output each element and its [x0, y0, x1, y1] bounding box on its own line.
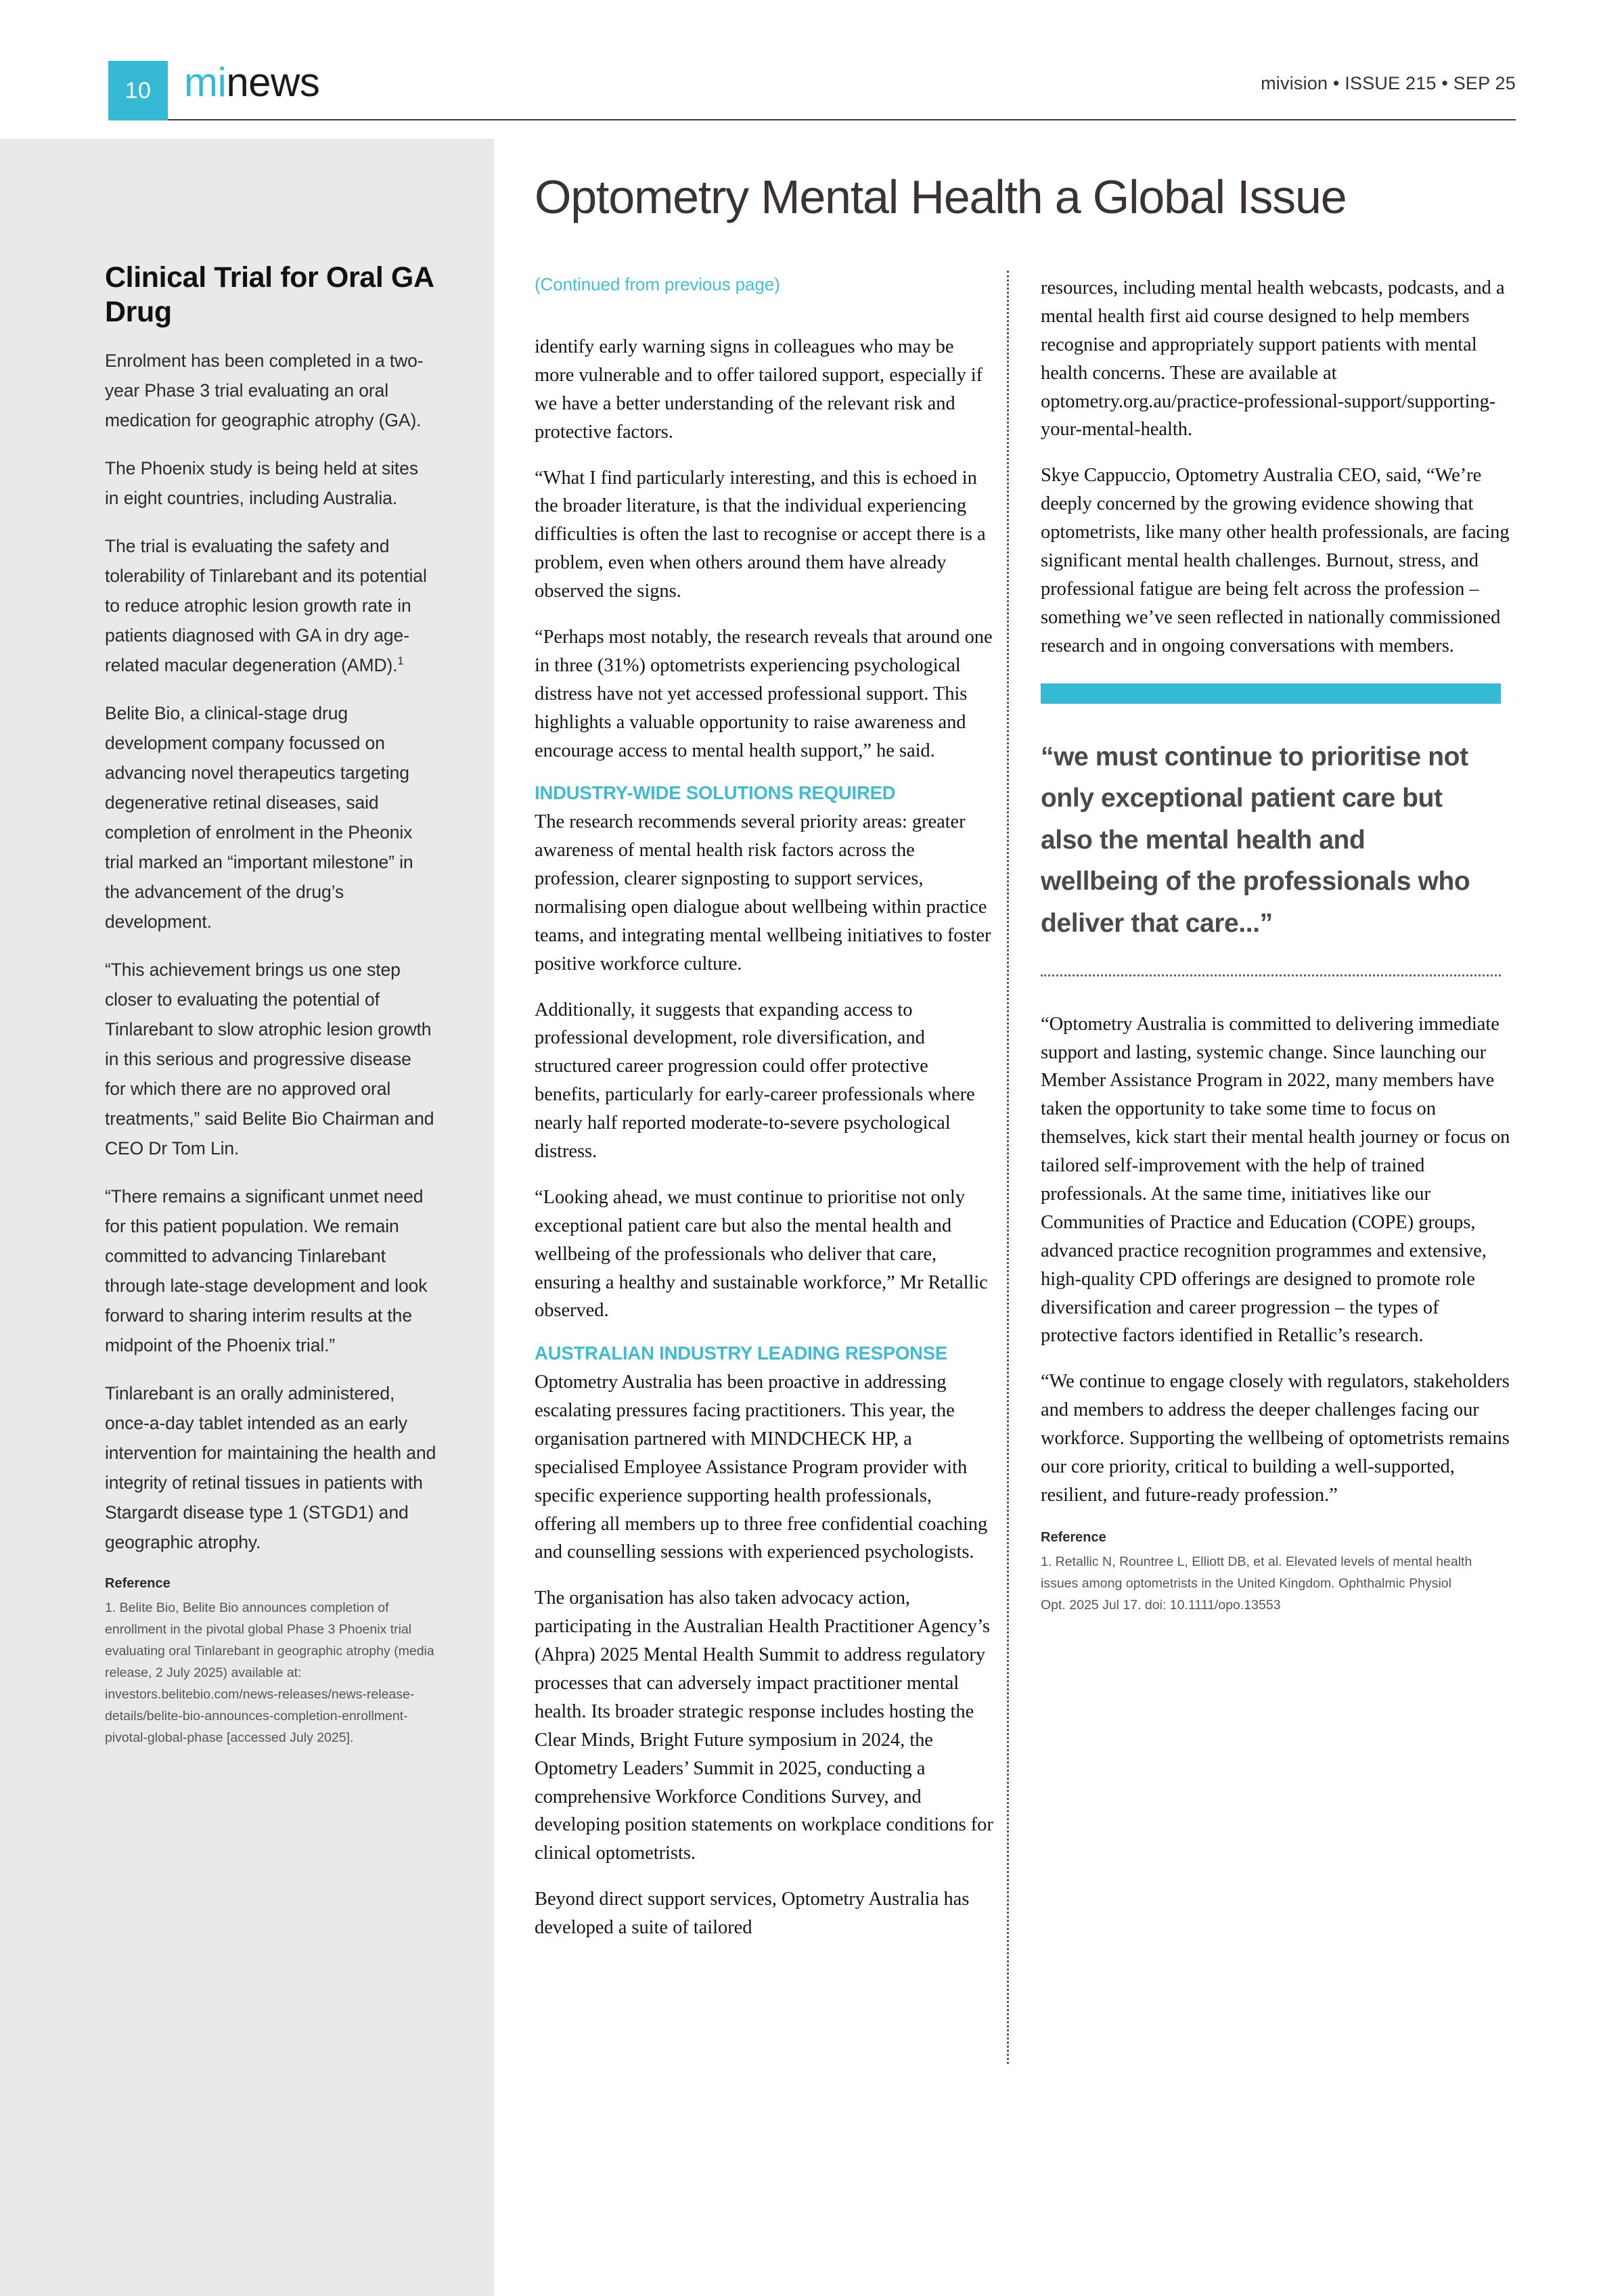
- section-subheading-australian-industry: AUSTRALIAN INDUSTRY LEADING RESPONSE: [535, 1343, 948, 1364]
- masthead-divider-rule: [168, 119, 1516, 120]
- sidebar-paragraph: “This achievement brings us one step closer to evaluating the potential of Tinlarebant to slow atrophic lesion growth in this serious and progressive disease for which there are no approved oral treatments,” said Belite Bio Chairman and CEO Dr Tom Lin.: [105, 960, 434, 1159]
- logo-prefix: mi: [184, 60, 227, 105]
- body-paragraph: Beyond direct support services, Optometry Australia has developed a suite of tailored: [535, 1889, 970, 1939]
- sidebar-paragraph-text: The trial is evaluating the safety and tolerability of Tinlarebant and its potential to reduce atrophic lesion growth rate in patients diagnosed with GA in dry age-related macular degeneration (AMD).: [105, 536, 427, 676]
- column-divider: [1007, 271, 1009, 2064]
- logo-suffix: news: [226, 60, 320, 105]
- body-paragraph: “Optometry Australia is committed to delivering immediate support and lasting, systemic change. Since launching our Member Assistance Program in 2022, many members have taken the opportunity to take some time to focus on themselves, kick start their mental health journey or focus on tailored self-improvement with the help of trained professionals. At the same time, initiatives like our Communities of Practice and Education (COPE) groups, advanced practice recognition programmes and extensive, high-quality CPD offerings are designed to promote role diversification and career progression – the types of protective factors identified in Retallic’s research.: [1041, 1013, 1510, 1347]
- body-paragraph: The organisation has also taken advocacy action, participating in the Australian Health Practitioner Agency’s (Ahpra) 2025 Mental Health Summit to address regulatory processes that can adversely impact practitioner mental health. Its broader strategic response includes hosting the Clear Minds, Bright Future symposium in 2024, the Optometry Leaders’ Summit in 2025, conducting a comprehensive Workforce Conditions Survey, and developing position statements on workplace conditions for clinical optometrists.: [535, 1588, 993, 1864]
- article-right-column: [1041, 274, 1514, 1617]
- body-paragraph: Skye Cappuccio, Optometry Australia CEO, said, “We’re deeply concerned by the growing evidence showing that optometrists, like many other health professionals, are facing significant mental health challenges. Burnout, stress, and professional fatigue are being felt across the profession – something we’ve seen reflected in nationally commissioned research and in ongoing conversations with members.: [1041, 465, 1510, 656]
- article-middle-column: [535, 274, 995, 1960]
- article-headline: Optometry Mental Health a Global Issue: [535, 171, 1347, 223]
- sidebar-paragraph: Tinlarebant is an orally administered, once-a-day tablet intended as an early intervention for maintaining the health and integrity of retinal tissues in patients with Stargardt disease type 1 (STGD1) and geographic atrophy.: [105, 1382, 436, 1552]
- body-paragraph: “Looking ahead, we must continue to prioritise not only exceptional patient care but also the mental health and wellbeing of the professionals who deliver that care, ensuring a healthy and sustainable workforce,” Mr Retallic observed.: [535, 1186, 988, 1322]
- sidebar-title: Clinical Trial for Oral GA Drug: [105, 261, 434, 328]
- pullquote: “we must continue to prioritise not only exceptional patient care but also the mental health and wellbeing of the professionals who deliver that care...”: [1041, 742, 1470, 939]
- page-number-badge: 10: [108, 61, 168, 120]
- right-reference-body: 1. Retallic N, Rountree L, Elliott DB, et al. Elevated levels of mental health issues among optometrists in the United Kingdom. Ophthalmic Physiol Opt. 2025 Jul 17. doi: 10.1111/opo.13553: [1041, 1554, 1472, 1613]
- body-paragraph: Optometry Australia has been proactive in addressing escalating pressures facing practitioners. This year, the organisation partnered with MINDCHECK HP, a specialised Employee Assistance Program provider with specific experience supporting health professionals, offering all members up to three free confidential coaching and counselling sessions with experienced psychologists.: [535, 1372, 988, 1563]
- sidebar-panel: [0, 139, 494, 2296]
- sidebar-paragraph: [105, 532, 436, 681]
- continued-label: (Continued from previous page): [535, 274, 780, 294]
- sidebar-paragraph: Belite Bio, a clinical-stage drug development company focussed on advancing novel therapeutics targeting degenerative retinal diseases, said completion of enrolment in the Pheonix trial marked an “important milestone” in the advancement of the drug’s development.: [105, 703, 413, 932]
- sidebar-paragraph: The Phoenix study is being held at sites in eight countries, including Australia.: [105, 458, 418, 509]
- sidebar-reference-heading: Reference: [105, 1575, 171, 1591]
- publication-logo: [184, 62, 319, 103]
- sidebar-reference-body: 1. Belite Bio, Belite Bio announces completion of enrollment in the pivotal global Phase 3 Phoenix trial evaluating oral Tinlarebant in geographic atrophy (media release, 2 July 2025) available at: investors.belitebio.com/news-releases/news-release-details/belite-bio-announces-completion-enrollment-pivotal-global-phase [accessed July 2025].: [105, 1600, 434, 1745]
- body-paragraph: “What I find particularly interesting, and this is echoed in the broader literature, is that the individual experiencing difficulties is often the last to recognise or accept there is a problem, even when others around them have already observed the signs.: [535, 467, 986, 602]
- section-subheading-industry-wide: INDUSTRY-WIDE SOLUTIONS REQUIRED: [535, 782, 896, 804]
- pullquote-dotted-rule: [1041, 974, 1501, 976]
- sidebar-paragraph: Enrolment has been completed in a two-year Phase 3 trial evaluating an oral medication for geographic atrophy (GA).: [105, 351, 424, 431]
- sidebar-footnote-marker: 1: [397, 655, 404, 668]
- body-paragraph: The research recommends several priority areas: greater awareness of mental health risk factors across the profession, clearer signposting to support services, normalising open dialogue about wellbeing within practice teams, and integrating mental wellbeing initiatives to foster positive workforce culture.: [535, 811, 991, 974]
- pullquote-accent-bar: [1041, 683, 1501, 704]
- body-paragraph: identify early warning signs in colleagues who may be more vulnerable and to offer tailored support, especially if we have a better understanding of the relevant risk and protective factors.: [535, 336, 983, 443]
- body-paragraph: Additionally, it suggests that expanding access to professional development, role diversification, and structured career progression could offer protective benefits, particularly for early-career professionals where nearly half reported moderate-to-severe psychological distress.: [535, 999, 975, 1162]
- sidebar-paragraph: “There remains a significant unmet need for this patient population. We remain committed to advancing Tinlarebant through late-stage development and look forward to sharing interim results at the midpoint of the Phoenix trial.”: [105, 1186, 428, 1355]
- issue-line: mivision • ISSUE 215 • SEP 25: [1261, 73, 1516, 93]
- page-masthead: [0, 0, 1624, 139]
- body-paragraph: “Perhaps most notably, the research reveals that around one in three (31%) optometrists experiencing psychological distress have not yet accessed professional support. This highlights a valuable opportunity to raise awareness and encourage access to mental health support,” he said.: [535, 627, 993, 761]
- body-paragraph: resources, including mental health webcasts, podcasts, and a mental health first aid course designed to help members recognise and appropriately support patients with mental health concerns. These are available at optometry.org.au/practice-professional-support/supporting-your-mental-health.: [1041, 277, 1505, 441]
- body-paragraph: “We continue to engage closely with regulators, stakeholders and members to address the deeper challenges facing our workforce. Supporting the wellbeing of optometrists remains our core priority, critical to building a well-supported, resilient, and future-ready profession.”: [1041, 1371, 1510, 1506]
- right-reference-heading: Reference: [1041, 1529, 1106, 1545]
- sidebar-content: [105, 261, 436, 1749]
